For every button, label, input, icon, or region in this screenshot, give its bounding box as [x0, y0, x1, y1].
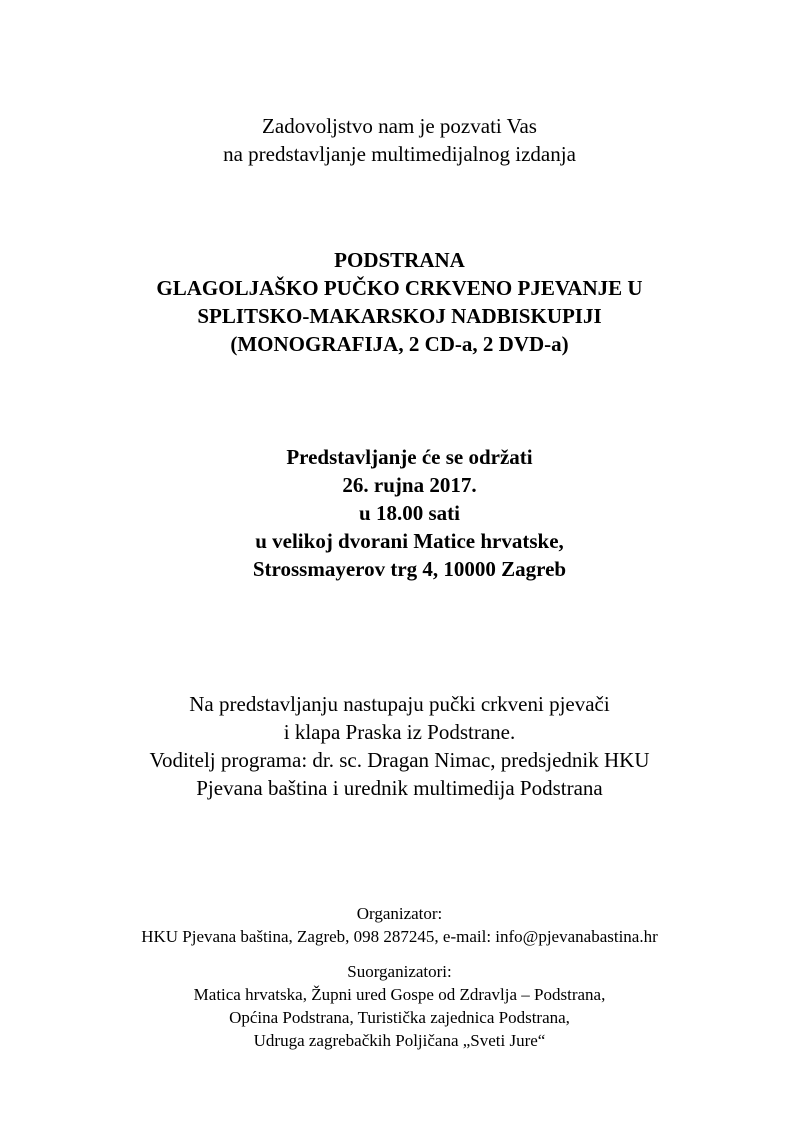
organizer-details: HKU Pjevana baština, Zagreb, 098 287245, e-mail: info@pjevanabastina.hr [141, 927, 658, 946]
coorganizer-line: Općina Podstrana, Turistička zajednica Podstrana, [229, 1008, 570, 1027]
event-venue: u velikoj dvorani Matice hrvatske, [255, 529, 564, 553]
coorganizers-heading: Suorganizatori: [347, 962, 452, 981]
coorganizer-line: Udruga zagrebačkih Poljičana „Sveti Jure“ [253, 1031, 546, 1050]
coorganizer-line: Matica hrvatska, Župni ured Gospe od Zdravlja – Podstrana, [193, 985, 606, 1004]
organizer-section [0, 902, 799, 948]
program-line: Pjevana baština i urednik multimedija Podstrana [196, 776, 603, 800]
event-date: 26. rujna 2017. [342, 473, 477, 497]
event-address: Strossmayerov trg 4, 10000 Zagreb [252, 557, 567, 581]
organizer-heading: Organizator: [356, 904, 443, 923]
coorganizers-section [0, 960, 799, 1052]
program-line: Na predstavljanju nastupaju pučki crkveni pjevači [189, 692, 610, 716]
program-line: i klapa Praska iz Podstrane. [283, 720, 516, 744]
event-time: u 18.00 sati [359, 501, 460, 525]
event-line: Predstavljanje će se održati [286, 445, 533, 469]
intro-line: Zadovoljstvo nam je pozvati Vas [262, 114, 537, 138]
invitation-intro [0, 112, 799, 168]
title-line: SPLITSKO-MAKARSKOJ NADBISKUPIJI [197, 304, 602, 328]
publication-title [0, 246, 799, 358]
title-line: (MONOGRAFIJA, 2 CD-a, 2 DVD-a) [230, 332, 569, 356]
program-line: Voditelj programa: dr. sc. Dragan Nimac, predsjednik HKU [149, 748, 650, 772]
title-line: GLAGOLJAŠKO PUČKO CRKVENO PJEVANJE U [156, 276, 643, 300]
title-line: PODSTRANA [334, 248, 465, 272]
event-details [10, 443, 799, 583]
program-description [0, 690, 799, 802]
intro-line: na predstavljanje multimedijalnog izdanja [223, 142, 576, 166]
